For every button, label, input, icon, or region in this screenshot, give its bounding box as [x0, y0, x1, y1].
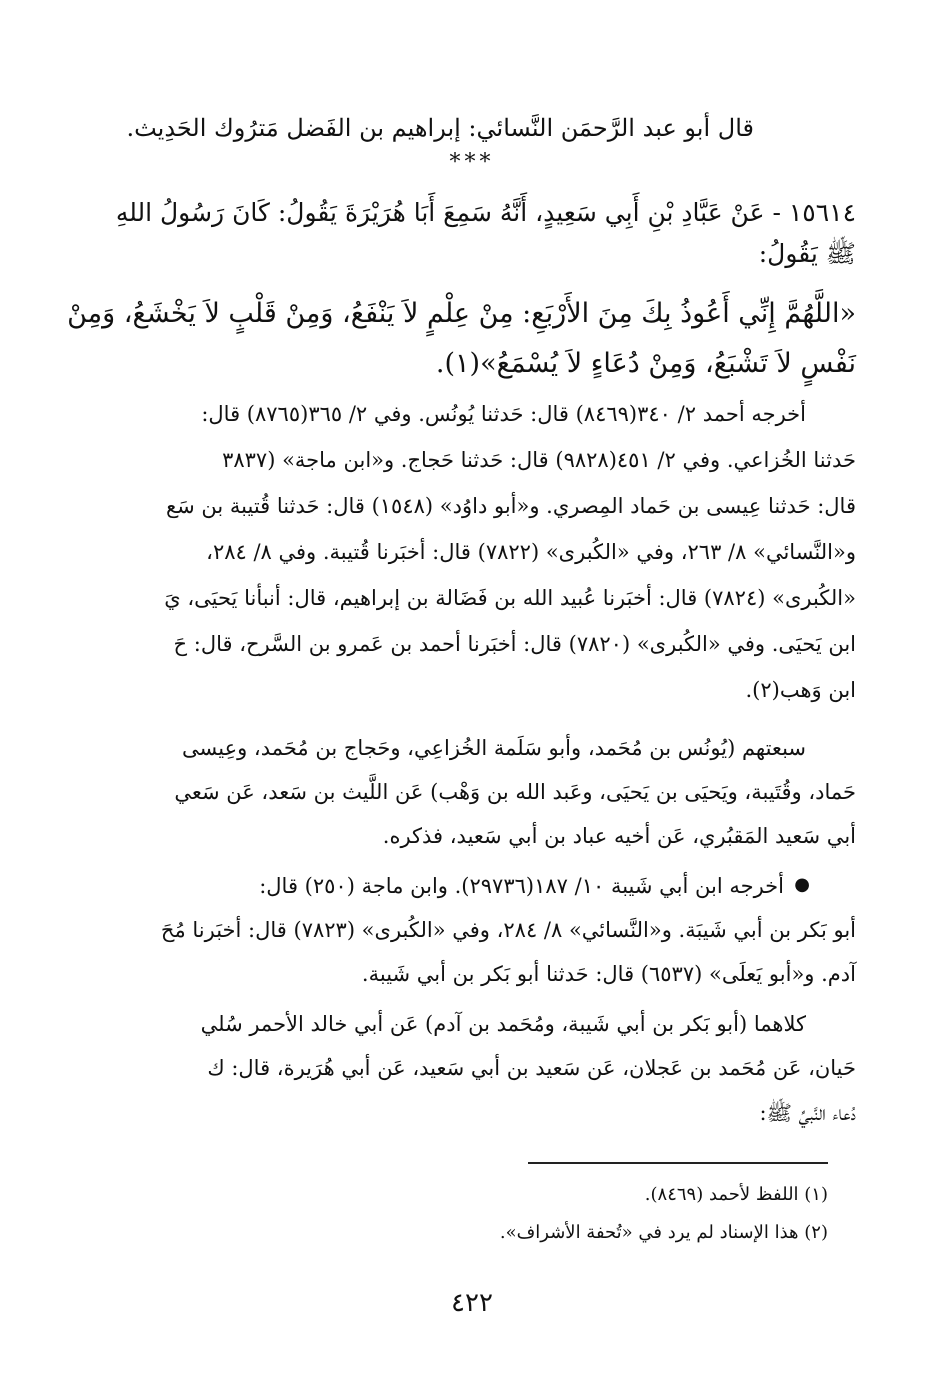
page-number: ٤٢٢ — [451, 1288, 493, 1318]
takhrij-line: و«النَّسائي» ٨/ ٢٦٣، وفي «الكُبرى» (٧٨٢٢) قال: أخبَرنا قُتيبة. وفي ٨/ ٢٨٤، — [206, 540, 856, 564]
takhrij-line: «الكُبرى» (٧٨٢٤) قال: أخبَرنا عُبيد الله بن فَضَالة بن إبراهيم، قال: أنبأنا يَحيَى، يَ — [164, 586, 856, 610]
dua-line: «اللَّهُمَّ إِنِّي أَعُوذُ بِكَ مِنَ الأَرْبَعِ: مِنْ عِلْمٍ لاَ يَنْفَعُ، وَمِنْ قَلْبٍ لاَ يَخْشَعُ، وَمِنْ — [67, 298, 856, 329]
takhrij-line: أبو بَكر بن أبي شَيبَة. و«النَّسائي» ٨/ ٢٨٤، وفي «الكُبرى» (٧٨٢٣) قال: أخبَرنا مُحَ — [160, 918, 856, 942]
takhrij-line: ابن يَحيَى. وفي «الكُبرى» (٧٨٢٠) قال: أخبَرنا أحمد بن عَمرو بن السَّرح، قال: حَ — [173, 632, 856, 656]
dua-line: نَفْسٍ لاَ تَشْبَعُ، وَمِنْ دُعَاءٍ لاَ يُسْمَعُ»(١). — [435, 348, 856, 379]
footnote: (١) اللفظ لأحمد (٨٤٦٩). — [644, 1184, 828, 1205]
summary-line: حَماد، وقُتَيبة، ويَحيَى بن يَحيَى، وعَبد الله بن وَهْب) عَن اللَّيث بن سَعد، عَن سَعي — [174, 780, 856, 804]
summary-line: أبي سَعيد المَقبُري، عَن أخيه عباد بن أبي سَعيد، فذكره. — [382, 824, 856, 848]
footnote-divider — [528, 1162, 828, 1164]
hadith-line: ١٥٦١٤ - عَنْ عَبَّادِ بْنِ أَبِي سَعِيدٍ، أَنَّهُ سَمِعَ أَبَا هُرَيْرَةَ يَقُولُ: كَانَ رَسُولُ اللهِ — [115, 198, 856, 227]
summary-line: سبعتهم (يُونُس بن مُحَمد، وأبو سَلَمة الخُزاعِي، وحَجاج بن مُحَمد، وعِيسى — [182, 736, 806, 760]
section-separator: *** — [449, 150, 495, 175]
takhrij-line: قال: حَدثنا عِيسى بن حَماد المِصري. و«أبو داوُد» (١٥٤٨) قال: حَدثنا قُتيبة بن سَع — [165, 494, 856, 518]
takhrij-line: حَدثنا الخُزاعي. وفي ٢/ ٤٥١(٩٨٢٨) قال: حَدثنا حَجاج. و«ابن ماجة» (٣٨٣٧ — [222, 448, 856, 472]
takhrij-line: أخرجه أحمد ٢/ ٣٤٠(٨٤٦٩) قال: حَدثنا يُونُس. وفي ٢/ ٣٦٥(٨٧٦٥) قال: — [201, 402, 806, 426]
bullet-icon: ● — [794, 874, 810, 895]
takhrij-line: أخرجه ابن أبي شَيبة ١٠/ ١٨٧(٢٩٧٣٦). وابن ماجة (٢٥٠) قال: — [259, 874, 784, 898]
summary-line: دُعاء النَّبيِّ ﷺ: — [759, 1101, 856, 1125]
takhrij-line: آدم. و«أبو يَعلَى» (٦٥٣٧) قال: حَدثنا أبو بَكر بن أبي شَيبة. — [361, 962, 856, 986]
summary-line: كلاهما (أبو بَكر بن أبي شَيبة، ومُحَمد بن آدم) عَن أبي خالد الأحمر سُلي — [200, 1012, 806, 1036]
footnote: (٢) هذا الإسناد لم يرد في «تُحفة الأشراف». — [499, 1222, 828, 1243]
book-page: قال أبو عبد الرَّحمَن النَّسائي: إبراهيم بن الفَضل مَترُوك الحَدِيث. *** ١٥٦١٤ - عَنْ عَبَّادِ بْنِ أَبِي سَعِيدٍ، أَنَّهُ سَمِعَ أَبَا هُرَيْرَةَ يَقُولُ: كَانَ رَسُولُ اللهِ ﷺ يَقُولُ: «اللَّهُمَّ إِنِّي أَعُوذُ بِكَ مِنَ الأَرْبَعِ: مِنْ عِلْمٍ لاَ يَنْفَعُ، وَمِنْ قَلْبٍ لاَ يَخْشَعُ، وَمِنْ نَفْسٍ لاَ تَشْبَعُ، وَمِنْ دُعَاءٍ لاَ يُسْمَعُ»(١). أخرجه أحمد ٢/ ٣٤٠(٨٤٦٩) قال: حَدثنا يُونُس. وفي ٢/ ٣٦٥(٨٧٦٥) قال: حَدثنا الخُزاعي. وفي ٢/ ٤٥١(٩٨٢٨) قال: حَدثنا حَجاج. و«ابن ماجة» (٣٨٣٧ قال: حَدثنا عِيسى بن حَماد المِصري. و«أبو داوُد» (١٥٤٨) قال: حَدثنا قُتيبة بن سَع و«النَّسائي» ٨/ ٢٦٣، وفي «الكُبرى» (٧٨٢٢) قال: أخبَرنا قُتيبة. وفي ٨/ ٢٨٤، «الكُبرى» (٧٨٢٤) قال: أخبَرنا عُبيد الله بن فَضَالة بن إبراهيم، قال: أنبأنا يَحيَى، يَ ابن يَحيَى. وفي «الكُبرى» (٧٨٢٠) قال: أخبَرنا أحمد بن عَمرو بن السَّرح، قال: حَ ابن وَهب(٢). سبعتهم (يُونُس بن مُحَمد، وأبو سَلَمة الخُزاعِي، وحَجاج بن مُحَمد، وعِيسى حَماد، وقُتَيبة، ويَحيَى بن يَحيَى، وعَبد الله بن وَهْب) عَن اللَّيث بن سَعد، عَن سَعي أبي سَعيد المَقبُري، عَن أخيه عباد بن أبي سَعيد، فذكره. ● أخرجه ابن أبي شَيبة ١٠/ ١٨٧(٢٩٧٣٦). وابن ماجة (٢٥٠) قال: أبو بَكر بن أبي شَيبَة. و«النَّسائي» ٨/ ٢٨٤، وفي «الكُبرى» (٧٨٢٣) قال: أخبَرنا مُحَ آدم. و«أبو يَعلَى» (٦٥٣٧) قال: حَدثنا أبو بَكر بن أبي شَيبة. كلاهما (أبو بَكر بن أبي شَيبة، ومُحَمد بن آدم) عَن أبي خالد الأحمر سُلي حَيان، عَن مُحَمد بن عَجلان، عَن سَعيد بن أبي سَعيد، عَن أبي هُرَيرة، قال: ك دُعاء النَّبيِّ ﷺ: (١) اللفظ لأحمد (٨٤٦٩). (٢) هذا الإسناد لم يرد في «تُحفة الأشراف». ٤٢٢ — [0, 0, 944, 1380]
takhrij-line: ابن وَهب(٢). — [745, 678, 856, 702]
summary-line: حَيان، عَن مُحَمد بن عَجلان، عَن سَعيد بن أبي سَعيد، عَن أبي هُرَيرة، قال: ك — [207, 1056, 856, 1080]
hadith-line: ﷺ يَقُولُ: — [758, 239, 856, 268]
